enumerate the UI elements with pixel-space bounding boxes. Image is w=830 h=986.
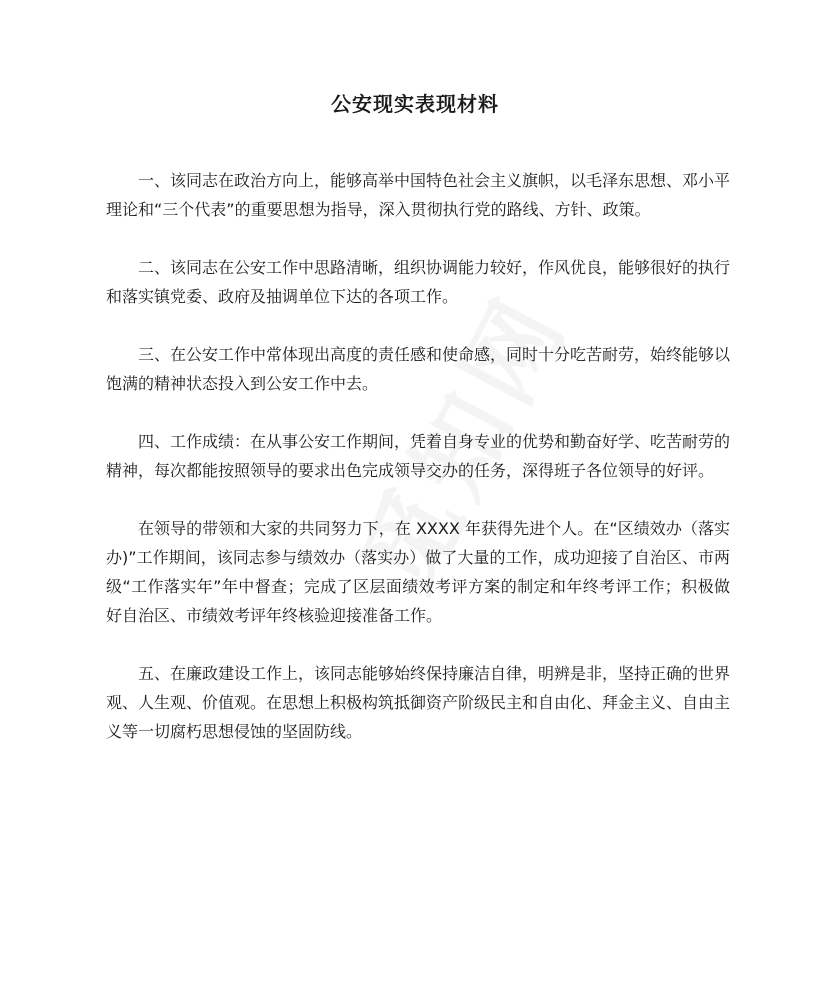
paragraph: [106, 253, 730, 311]
paragraph: [106, 659, 730, 746]
paragraph-line: 观、人生观、价值观。在思想上积极构筑抵御资产阶级民主和自由化、拜金主义、自由主: [106, 693, 731, 712]
document-body: [106, 166, 730, 775]
paragraph: [106, 166, 730, 224]
paragraph-line: 办)”工作期间，该同志参与绩效办（落实办）做了大量的工作，成功迎接了自治区、市两: [106, 548, 730, 567]
paragraph-line: 理论和“三个代表”的重要思想为指导，深入贯彻执行党的路线、方针、政策。: [106, 200, 651, 219]
paragraph-line: 五、在廉政建设工作上，该同志能够始终保持廉洁自律，明辨是非，坚持正确的世界: [138, 664, 731, 683]
paragraph-line: 精神，每次都能按照领导的要求出色完成领导交办的任务，深得班子各位领导的好评。: [106, 461, 715, 480]
paragraph: [106, 427, 730, 485]
paragraph-line: 四、工作成绩：在从事公安工作期间，凭着自身专业的优势和勤奋好学、吃苦耐劳的: [138, 432, 731, 451]
paragraph-line: 二、该同志在公安工作中思路清晰，组织协调能力较好，作风优良，能够很好的执行: [138, 258, 731, 277]
paragraph-line: 一、该同志在政治方向上，能够高举中国特色社会主义旗帜，以毛泽东思想、邓小平: [138, 171, 731, 190]
document-title: 公安现实表现材料: [331, 92, 499, 116]
paragraph-line: 义等一切腐朽思想侵蚀的坚固防线。: [106, 722, 363, 741]
paragraph-line: 在领导的带领和大家的共同努力下，在 XXXX 年获得先进个人。在“区绩效办（落实: [138, 519, 730, 538]
paragraph-line: 级“工作落实年”年中督查；完成了区层面绩效考评方案的制定和年终考评工作；积极做: [106, 577, 730, 596]
paragraph-line: 饱满的精神状态投入到公安工作中去。: [106, 374, 379, 393]
paragraph-line: 好自治区、市绩效考评年终核验迎接准备工作。: [106, 606, 443, 625]
paragraph: [106, 340, 730, 398]
paragraph: [106, 514, 730, 630]
paragraph-line: 三、在公安工作中常体现出高度的责任感和使命感，同时十分吃苦耐劳，始终能够以: [138, 345, 731, 364]
paragraph-line: 和落实镇党委、政府及抽调单位下达的各项工作。: [106, 287, 459, 306]
